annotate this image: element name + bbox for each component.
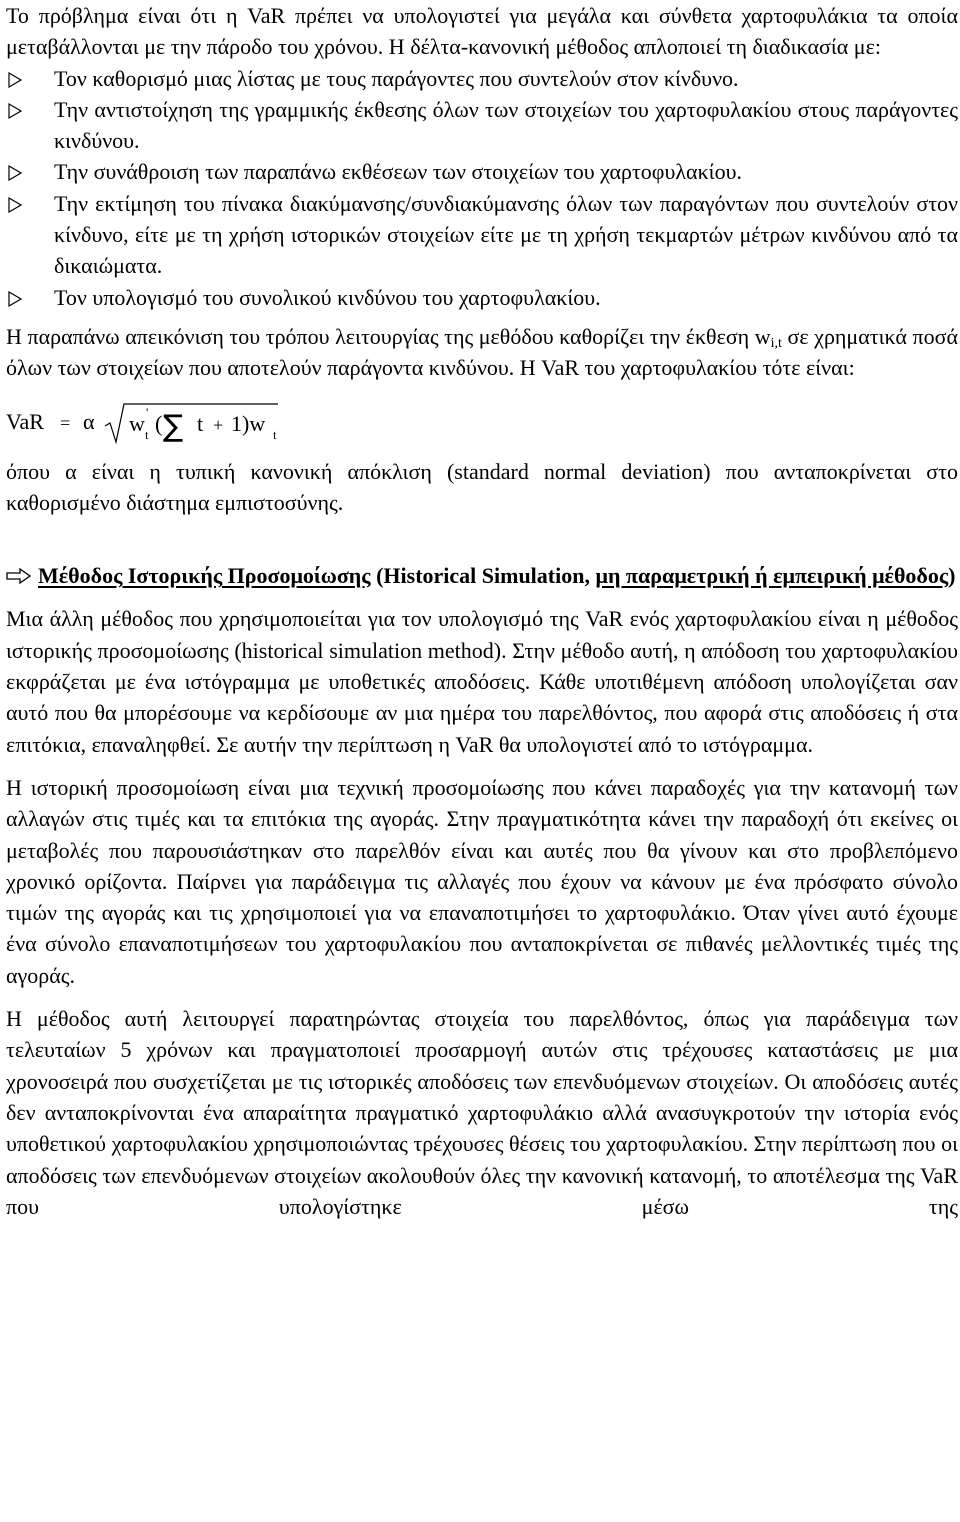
alpha-note-paragraph: όπου α είναι η τυπική κανονική απόκλιση (standard normal deviation) που ανταποκρίνεται στο καθορισμένο διάστημα εμπιστοσύνης. — [6, 458, 958, 515]
list-item — [6, 156, 958, 187]
list-item — [6, 282, 958, 313]
formula-open-paren: ( — [155, 410, 163, 436]
formula-w: w — [129, 410, 145, 436]
formula-sub-t: t — [145, 426, 149, 442]
list-item — [6, 188, 958, 282]
exposure-paragraph — [6, 321, 958, 384]
intro-paragraph: Το πρόβλημα είναι ότι η VaR πρέπει να υπολογιστεί για μεγάλα και σύνθετα χαρτοφυλάκια τα οποία μεταβάλλονται με την πάροδο του χρόνου. Η δέλτα-κανονική μέθοδος απλοποιεί τη διαδικασία με: — [6, 3, 958, 60]
triangle-bullet-icon — [8, 197, 22, 213]
var-formula — [6, 394, 958, 452]
formula-equals: = — [60, 412, 71, 433]
formula-prime: ' — [146, 404, 149, 420]
list-item-text: Την συνάθροιση των παραπάνω εκθέσεων των στοιχείων του χαρτοφυλακίου. — [54, 159, 742, 185]
formula-plus: + — [213, 414, 224, 435]
triangle-bullet-icon — [8, 165, 22, 181]
list-item-text: Την εκτίμηση του πίνακα διακύμανσης/συνδιακύμανσης όλων των παραγόντων που συντελούν στον κίνδυνο, είτε με τη χρήση ιστορικών στοιχείων είτε με τη χρήση τεκμαρτών μέτρων κινδύνου από τα δικαιώματα. — [54, 190, 958, 279]
formula-one-paren-w: 1)w — [231, 410, 266, 436]
list-item — [6, 94, 958, 157]
section-heading-title: Μέθοδος Ιστορικής Προσομοίωσης — [38, 563, 371, 589]
formula-sigma: ∑ — [163, 408, 184, 444]
list-item-text: Τον υπολογισμό του συνολικού κινδύνου του χαρτοφυλακίου. — [54, 284, 601, 310]
section-heading-rest: (Historical Simulation, — [370, 563, 596, 589]
arrow-right-icon — [6, 568, 32, 584]
triangle-bullet-icon — [8, 291, 22, 307]
formula-lhs: VaR — [6, 408, 44, 434]
list-item — [6, 63, 958, 94]
var-formula-graphic — [6, 394, 306, 454]
formula-sub-t2: t — [273, 426, 277, 442]
exposure-subscript: i,t — [770, 335, 782, 351]
formula-t: t — [197, 410, 204, 436]
body-paragraph-3: Η μέθοδος αυτή λειτουργεί παρατηρώντας στοιχεία του παρελθόντος, όπως για παράδειγμα των τελευταίων 5 χρόνων και πραγματοποιεί προσαρμογή αυτών στις τρέχουσες καταστάσεις με μια χρονοσειρά που συσχετίζεται με τις ιστορικές αποδόσεις των επενδυόμενων στοιχείων. Οι αποδόσεις αυτές δεν ανταποκρίνονται ένα απαραίτητα πραγματικό χαρτοφυλάκιο αλλά ανασυγκροτούν την ιστορία ενός υποθετικού χαρτοφυλακίου χρησιμοποιώντας τρέχουσες θέσεις του χαρτοφυλακίου. Στην περίπτωση που οι αποδόσεις των επενδυόμενων στοιχείων ακολουθούν όλες την κανονική κατανομή, το αποτέλεσμα της VaR που υπολογίστηκε μέσω της — [6, 1006, 958, 1219]
exposure-text-after: σε χρηματικά ποσά όλων των στοιχείων που αποτελούν παράγοντα κινδύνου. Η VaR του χαρτοφυλακίου τότε είναι: — [6, 323, 958, 381]
triangle-bullet-icon — [8, 72, 22, 88]
list-item-text: Την αντιστοίχηση της γραμμικής έκθεσης όλων των στοιχείων του χαρτοφυλακίου στους παράγοντες κινδύνου. — [54, 96, 958, 154]
section-heading-close: ) — [948, 563, 956, 589]
section-heading-subtitle: μη παραμετρική ή εμπειρική μέθοδος — [595, 563, 949, 589]
exposure-text-before: Η παραπάνω απεικόνιση του τρόπου λειτουργίας της μεθόδου καθορίζει την έκθεση w — [6, 323, 771, 349]
document-page — [6, 0, 958, 1222]
triangle-bullet-icon — [8, 103, 22, 119]
body-paragraph-1: Μια άλλη μέθοδος που χρησιμοποιείται για τον υπολογισμό της VaR ενός χαρτοφυλακίου είναι η μέθοδος ιστορικής προσομοίωσης (historical simulation method). Στην μέθοδο αυτή, η απόδοση του χαρτοφυλακίου εκφράζεται με ένα ιστόγραμμα με υποθετικές αποδόσεις. Κάθε υποτιθέμενη απόδοση υπολογίζεται σαν αυτό που θα μπορέσουμε να κερδίσουμε αν μια ημέρα του παρελθόντος, που αφορά στις αποδόσεις ή στα επιτόκια, επαναληφθεί. Σε αυτήν την περίπτωση η VaR θα υπολογιστεί από το ιστόγραμμα. — [6, 606, 958, 757]
formula-alpha: α — [83, 408, 95, 434]
method-steps-list — [6, 63, 958, 313]
section-heading — [6, 560, 958, 591]
body-paragraph-2: Η ιστορική προσομοίωση είναι μια τεχνική προσομοίωσης που κάνει παραδοχές για την κατανομή των αλλαγών στις τιμές και τα επιτόκια της αγοράς. Στην πραγματικότητα κάνει την παραδοχή ότι εκείνες οι μεταβολές που παρουσιάστηκαν στο παρελθόν είναι και αυτές που θα γίνουν και στο προβλεπόμενο χρονικό ορίζοντα. Παίρνει για παράδειγμα τις αλλαγές που έχουν να κάνουν με ένα πρόσφατο σύνολο τιμών της αγοράς και τις χρησιμοποιεί για να επαναποτιμήσει το χαρτοφυλάκιο. Όταν γίνει αυτό έχουμε ένα σύνολο επαναποτιμήσεων του χαρτοφυλακίου που ανταποκρίνεται σε πιθανές μελλοντικές τιμές της αγοράς. — [6, 774, 958, 988]
list-item-text: Τον καθορισμό μιας λίστας με τους παράγοντες που συντελούν στον κίνδυνο. — [54, 65, 739, 91]
